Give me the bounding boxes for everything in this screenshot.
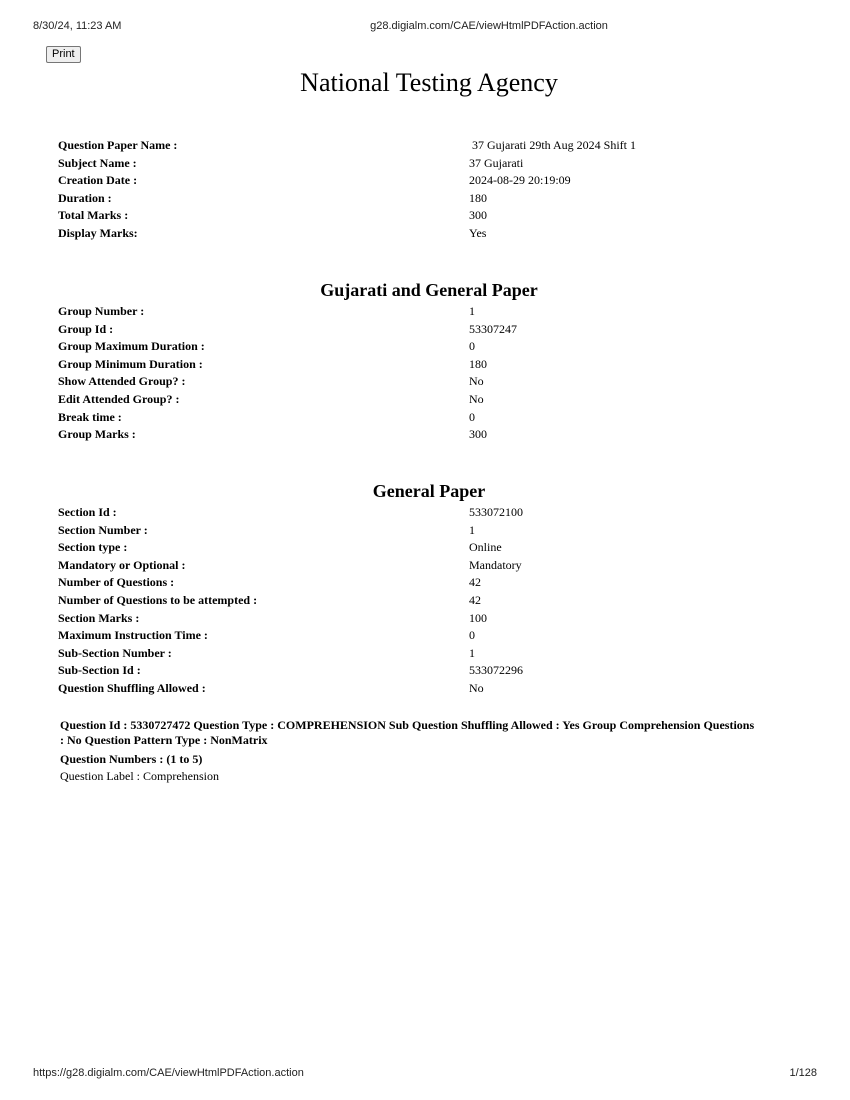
field-value: 180 [469,190,487,205]
question-block [60,718,760,785]
field-value: 37 Gujarati 29th Aug 2024 Shift 1 [469,138,636,152]
field-label: Group Maximum Duration : [58,339,205,354]
field-label: Duration : [58,190,112,205]
section-info-row [58,592,778,610]
section-info-row [58,645,778,663]
field-label: Group Number : [58,304,145,318]
paper-info-table [58,137,778,243]
field-value: 180 [469,356,487,371]
field-value: No [469,374,484,389]
page-title: National Testing Agency [300,68,558,97]
paper-info-row [58,155,778,173]
field-value: 1 [469,645,475,660]
field-label: Display Marks: [58,225,138,240]
field-value: 42 [469,592,481,607]
section-info-row [58,662,778,680]
group-info-row [58,303,778,321]
field-value: Online [469,540,502,555]
field-value: 53307247 [469,321,517,336]
paper-info-row [58,207,778,225]
section-info-row [58,627,778,645]
group-info-row [58,373,778,391]
field-label: Section Id : [58,505,117,519]
field-value: 37 Gujarati [469,155,524,170]
section-info-table [58,504,778,698]
field-label: Group Minimum Duration : [58,356,203,371]
field-label: Section Number : [58,522,148,537]
section-info-row [58,539,778,557]
field-label: Show Attended Group? : [58,374,186,389]
group-info-row [58,321,778,339]
field-label: Total Marks : [58,208,129,223]
field-value: 1 [469,304,475,318]
group-info-row [58,391,778,409]
group-info-table [58,303,778,444]
section-heading: General Paper [372,481,486,501]
field-label: Section type : [58,540,128,555]
field-value: 42 [469,575,481,590]
footer-url: https://g28.digialm.com/CAE/viewHtmlPDFAction.action [33,1067,304,1079]
question-header: Question Id : 5330727472 Question Type : COMPREHENSION Sub Question Shuffling Allowed : Yes Group Comprehension Questions : No Question Pattern Type : NonMatrix [60,718,755,747]
group-info-row [58,409,778,427]
field-value: 0 [469,339,475,354]
field-value: 300 [469,427,487,442]
field-value: Yes [469,225,487,240]
section-info-row [58,574,778,592]
field-value: No [469,391,484,406]
section-info-row [58,680,778,698]
field-label: Question Shuffling Allowed : [58,680,206,695]
paper-info-row [58,225,778,243]
paper-info-row [58,190,778,208]
field-label: Sub-Section Id : [58,663,141,678]
field-label: Mandatory or Optional : [58,557,186,572]
field-label: Subject Name : [58,155,137,170]
section-info-row [58,504,778,522]
field-label: Edit Attended Group? : [58,391,180,406]
field-value: 0 [469,628,475,643]
section-info-row [58,522,778,540]
question-numbers: Question Numbers : (1 to 5) [60,752,203,766]
group-info-row [58,426,778,444]
field-value: Mandatory [469,557,522,572]
field-value: 533072100 [469,505,523,519]
field-label: Break time : [58,409,122,424]
paper-info-row [58,137,778,155]
group-info-row [58,356,778,374]
field-value: 2024-08-29 20:19:09 [469,173,571,188]
question-label: Question Label : Comprehension [60,769,219,783]
print-datetime: 8/30/24, 11:23 AM [33,20,122,32]
field-label: Question Paper Name : [58,138,178,152]
field-value: 0 [469,409,475,424]
page-number: 1/128 [789,1067,817,1079]
field-value: 300 [469,208,487,223]
section-info-row [58,610,778,628]
print-header-url: g28.digialm.com/CAE/viewHtmlPDFAction.action [370,20,608,32]
field-value: 100 [469,610,487,625]
section-info-row [58,557,778,575]
group-heading: Gujarati and General Paper [320,280,538,300]
field-label: Group Marks : [58,427,136,442]
group-info-row [58,338,778,356]
field-label: Number of Questions to be attempted : [58,592,258,607]
paper-info-row [58,172,778,190]
print-button[interactable]: Print [46,46,81,63]
field-label: Maximum Instruction Time : [58,628,208,643]
field-label: Creation Date : [58,173,138,188]
field-value: 533072296 [469,663,523,678]
field-value: No [469,680,484,695]
field-label: Group Id : [58,321,114,336]
field-label: Section Marks : [58,610,140,625]
field-label: Number of Questions : [58,575,175,590]
field-value: 1 [469,522,475,537]
field-label: Sub-Section Number : [58,645,172,660]
